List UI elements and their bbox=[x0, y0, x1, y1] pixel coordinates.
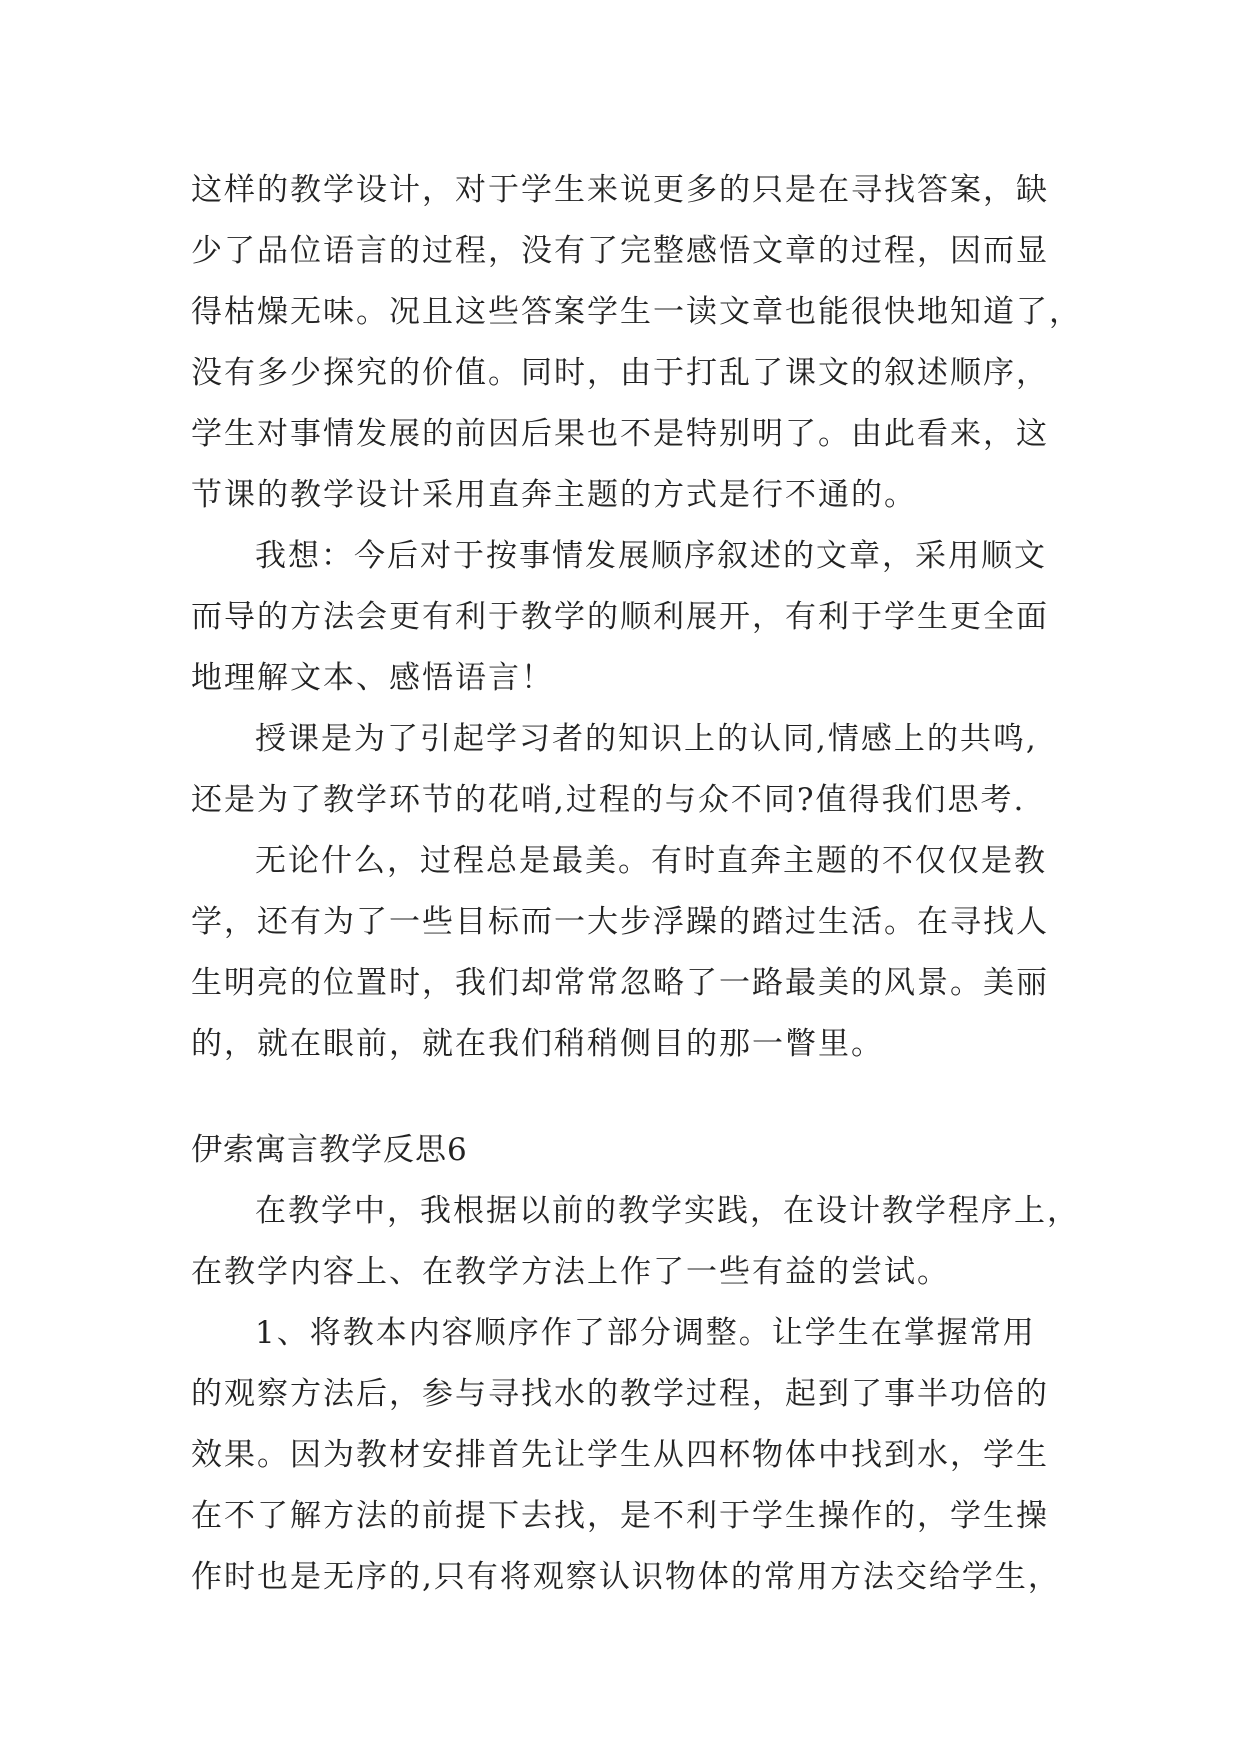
paragraph-line: 的观察方法后，参与寻找水的教学过程，起到了事半功倍的 bbox=[191, 1376, 1049, 1412]
paragraph-line: 在教学内容上、在教学方法上作了一些有益的尝试。 bbox=[191, 1254, 950, 1290]
paragraph-line: 少了品位语言的过程，没有了完整感悟文章的过程，因而显 bbox=[191, 233, 1049, 269]
paragraph bbox=[191, 831, 1091, 1075]
paragraph bbox=[191, 160, 1091, 526]
paragraph-line: 我想：今后对于按事情发展顺序叙述的文章，采用顺文 bbox=[255, 538, 1047, 574]
paragraph-line: 而导的方法会更有利于教学的顺利展开，有利于学生更全面 bbox=[191, 599, 1049, 635]
paragraph-line: 这样的教学设计，对于学生来说更多的只是在寻找答案，缺 bbox=[191, 172, 1049, 208]
paragraph-line: 无论什么，过程总是最美。有时直奔主题的不仅仅是教 bbox=[255, 843, 1047, 879]
paragraph-line: 学生对事情发展的前因后果也不是特别明了。由此看来，这 bbox=[191, 416, 1049, 452]
paragraph-line: 还是为了教学环节的花哨,过程的与众不同?值得我们思考. bbox=[191, 782, 1026, 818]
paragraph-line: 作时也是无序的,只有将观察认识物体的常用方法交给学生， bbox=[191, 1559, 1061, 1595]
paragraph-line: 没有多少探究的价值。同时，由于打乱了课文的叙述顺序， bbox=[191, 355, 1049, 391]
paragraph-line: 生明亮的位置时，我们却常常忽略了一路最美的风景。美丽 bbox=[191, 965, 1049, 1001]
paragraph-line: 的，就在眼前，就在我们稍稍侧目的那一瞥里。 bbox=[191, 1026, 884, 1062]
section-gap bbox=[191, 1075, 1091, 1120]
paragraph-line: 学，还有为了一些目标而一大步浮躁的踏过生活。在寻找人 bbox=[191, 904, 1049, 940]
paragraph bbox=[191, 526, 1091, 709]
paragraph-line: 地理解文本、感悟语言！ bbox=[191, 660, 554, 696]
paragraph-line: 在教学中，我根据以前的教学实践，在设计教学程序上， bbox=[255, 1193, 1080, 1229]
paragraph bbox=[191, 1303, 1091, 1608]
document-body bbox=[191, 160, 1091, 1608]
paragraph-line: 节课的教学设计采用直奔主题的方式是行不通的。 bbox=[191, 477, 917, 513]
section-heading: 伊索寓言教学反思6 bbox=[191, 1132, 468, 1168]
paragraph-line: 得枯燥无味。况且这些答案学生一读文章也能很快地知道了， bbox=[191, 294, 1082, 330]
paragraph-line: 1、将教本内容顺序作了部分调整。让学生在掌握常用 bbox=[255, 1315, 1036, 1351]
paragraph bbox=[191, 1181, 1091, 1303]
paragraph-line: 授课是为了引起学习者的知识上的认同,情感上的共鸣, bbox=[255, 721, 1038, 757]
paragraph-line: 效果。因为教材安排首先让学生从四杯物体中找到水，学生 bbox=[191, 1437, 1049, 1473]
paragraph-line: 在不了解方法的前提下去找，是不利于学生操作的，学生操 bbox=[191, 1498, 1049, 1534]
paragraph bbox=[191, 709, 1091, 831]
